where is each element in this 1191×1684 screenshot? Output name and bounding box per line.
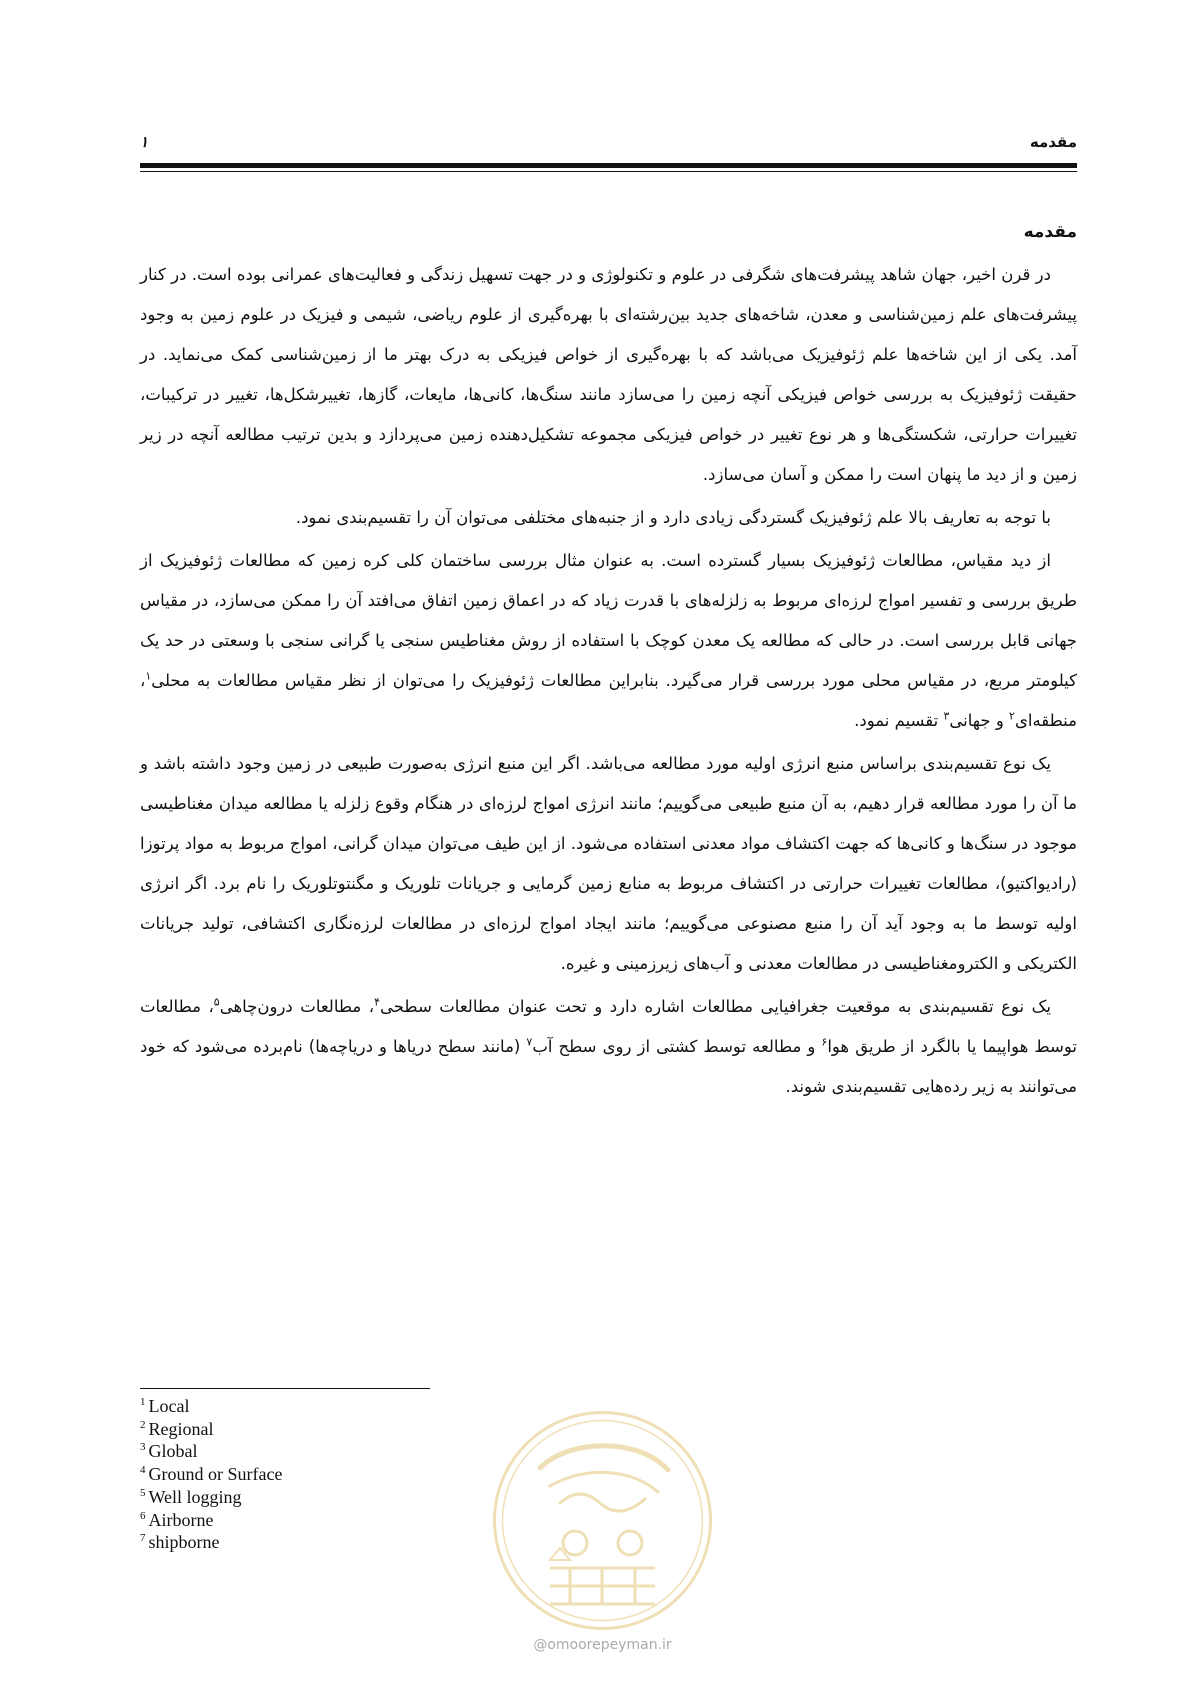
footnote-text: Global xyxy=(148,1441,198,1462)
paragraph-5-text-4: و مطالعه توسط کشتی از روی سطح آب xyxy=(532,1037,822,1056)
footnote-item xyxy=(140,1418,540,1441)
footnote-number: 6 xyxy=(140,1509,146,1522)
footnote-item xyxy=(140,1440,540,1463)
header-rule-thick xyxy=(140,163,1077,168)
watermark-domain: @omoorepeyman.ir xyxy=(533,1637,672,1653)
paragraph-5-text-2: ، مطالعات درون‌چاهی xyxy=(219,997,375,1016)
footnote-ref-7: ۷ xyxy=(526,1035,533,1049)
header-rule-thin xyxy=(140,171,1077,172)
paragraph-1: در قرن اخیر، جهان شاهد پیشرفت‌های شگرفی در علوم و تکنولوژی و در جهت تسهیل زندگی و فعالیت‌های عمرانی بوده است. در کنار پیشرفت‌های علم زمین‌شناسی و معدن، شاخه‌های جدید بین‌رشته‌ای با بهره‌گیری از علوم ریاضی، شیمی و فیزیک در علوم زمین به وجود آمد. یکی از این شاخه‌ها علم ژئوفیزیک می‌باشد که با بهره‌گیری از خواص فیزیکی به درک بهتر ما از زمین‌شناسی کمک می‌نماید. در حقیقت ژئوفیزیک به بررسی خواص فیزیکی آنچه زمین را می‌سازد مانند سنگ‌ها، کانی‌ها، مایعات، گازها، تغییرشکل‌ها، تغییر در ترکیبات، تغییرات حرارتی، شکستگی‌ها و هر نوع تغییر در خواص فیزیکی مجموعه تشکیل‌دهنده زمین می‌پردازد و بدین ترتیب مطالعه آنچه در زیر زمین و از دید ما پنهان است را ممکن و آسان می‌سازد. xyxy=(140,265,1077,484)
footnote-text: shipborne xyxy=(148,1532,220,1553)
watermark-seal-icon xyxy=(490,1408,715,1633)
footnote-item xyxy=(140,1463,540,1486)
footnote-item xyxy=(140,1509,540,1532)
footnote-ref-3: ۳ xyxy=(943,709,950,723)
running-header xyxy=(140,130,1077,154)
page-number: ۱ xyxy=(140,133,149,151)
footnote-text: Local xyxy=(148,1396,190,1416)
footnote-separator xyxy=(140,1388,430,1389)
footnote-text: Airborne xyxy=(148,1509,214,1530)
paragraph-3-text-3: و جهانی xyxy=(949,711,1010,730)
footnote-number: 3 xyxy=(140,1441,146,1454)
paragraph-2: با توجه به تعاریف بالا علم ژئوفیزیک گستردگی زیادی دارد و از جنبه‌های مختلفی می‌توان آن را تقسیم‌بندی نمود. xyxy=(295,508,1051,527)
footnote-ref-4: ۴ xyxy=(374,995,380,1009)
footnote-list xyxy=(140,1395,540,1554)
footnote-ref-5: ۵ xyxy=(213,995,220,1009)
paragraph-3-text: از دید مقیاس، مطالعات ژئوفیزیک بسیار گسترده است. به عنوان مثال بررسی ساختمان کلی کره زمین که مطالعات ژئوفیزیک از طریق بررسی و تفسیر امواج لرزه‌ای مربوط به زلزله‌های با قدرت زیاد که در اعماق زمین اتفاق می‌افتد آن را ممکن می‌سازد، در مقیاس جهانی قابل بررسی است. در حالی که مطالعه یک معدن کوچک با استفاده از روش مغناطیس سنجی یا گرانی سنجی با وسعتی در حد یک کیلومتر مربع، در مقیاس محلی مورد بررسی قرار می‌گیرد. بنابراین مطالعات ژئوفیزیک را می‌توان از نظر مقیاس مطالعات به محلی xyxy=(140,551,1077,690)
footnote-number: 7 xyxy=(140,1532,146,1545)
footnote-text: Well logging xyxy=(148,1486,242,1507)
footnote-ref-6: ۶ xyxy=(821,1035,828,1049)
footnote-ref-1: ۱ xyxy=(145,669,152,683)
footnote-number: 2 xyxy=(140,1418,146,1431)
section-heading: مقدمه xyxy=(1023,222,1077,242)
footnote-number: 1 xyxy=(140,1396,146,1408)
footnote-text: Regional xyxy=(148,1418,214,1439)
footnote-text: Ground or Surface xyxy=(148,1464,283,1485)
running-header-title: مقدمه xyxy=(1029,133,1077,151)
paragraph-5 xyxy=(140,987,1077,1107)
footnote-number: 5 xyxy=(140,1486,146,1499)
paragraph-5-text-3: ، مطالعات توسط هواپیما یا بالگرد از طریق هوا xyxy=(140,997,1077,1056)
footnote-ref-2: ۲ xyxy=(1009,709,1015,723)
body-text xyxy=(140,212,1077,1110)
paragraph-3-text-2: ، منطقه‌ای xyxy=(140,671,1077,730)
paragraph-5-text: یک نوع تقسیم‌بندی به موقعیت جغرافیایی مطالعات اشاره دارد و تحت عنوان مطالعات سطحی xyxy=(380,997,1051,1016)
footnote-item xyxy=(140,1531,540,1554)
footnote-item xyxy=(140,1395,540,1418)
footnote-item xyxy=(140,1486,540,1509)
footnote-number: 4 xyxy=(140,1464,146,1477)
paragraph-3-text-4: تقسیم نمود. xyxy=(854,711,944,730)
paragraph-5-text-5: (مانند سطح دریاها و دریاچه‌ها) نام‌برده می‌شود که خود می‌توانند به زیر رده‌هایی تقسیم‌بندی شوند. xyxy=(140,1037,1077,1096)
paragraph-3 xyxy=(140,541,1077,741)
paragraph-4: یک نوع تقسیم‌بندی براساس منبع انرژی اولیه مورد مطالعه می‌باشد. اگر این منبع انرژی به‌صورت طبیعی در زمین وجود داشته باشد و ما آن را مورد مطالعه قرار دهیم، به آن منبع طبیعی می‌گوییم؛ مانند انرژی امواج لرزه‌ای در هنگام وقوع زلزله یا مطالعه میدان مغناطیسی موجود در سنگ‌ها و کانی‌ها که جهت اکتشاف مواد معدنی استفاده می‌شود. از این طیف می‌توان میدان گرانی، امواج مربوط به مواد پرتوزا (رادیواکتیو)، مطالعات تغییرات حرارتی در اکتشاف مربوط به منابع زمین گرمایی و جریانات تلوریک و مگنتوتلوریک را نام برد. اگر انرژی اولیه توسط ما به وجود آید آن را منبع مصنوعی می‌گوییم؛ مانند ایجاد امواج لرزه‌ای در مطالعات لرزه‌نگاری اکتشافی، تولید جریانات الکتریکی و الکترومغناطیسی در مطالعات معدنی و آب‌های زیرزمینی و غیره. xyxy=(140,754,1077,973)
